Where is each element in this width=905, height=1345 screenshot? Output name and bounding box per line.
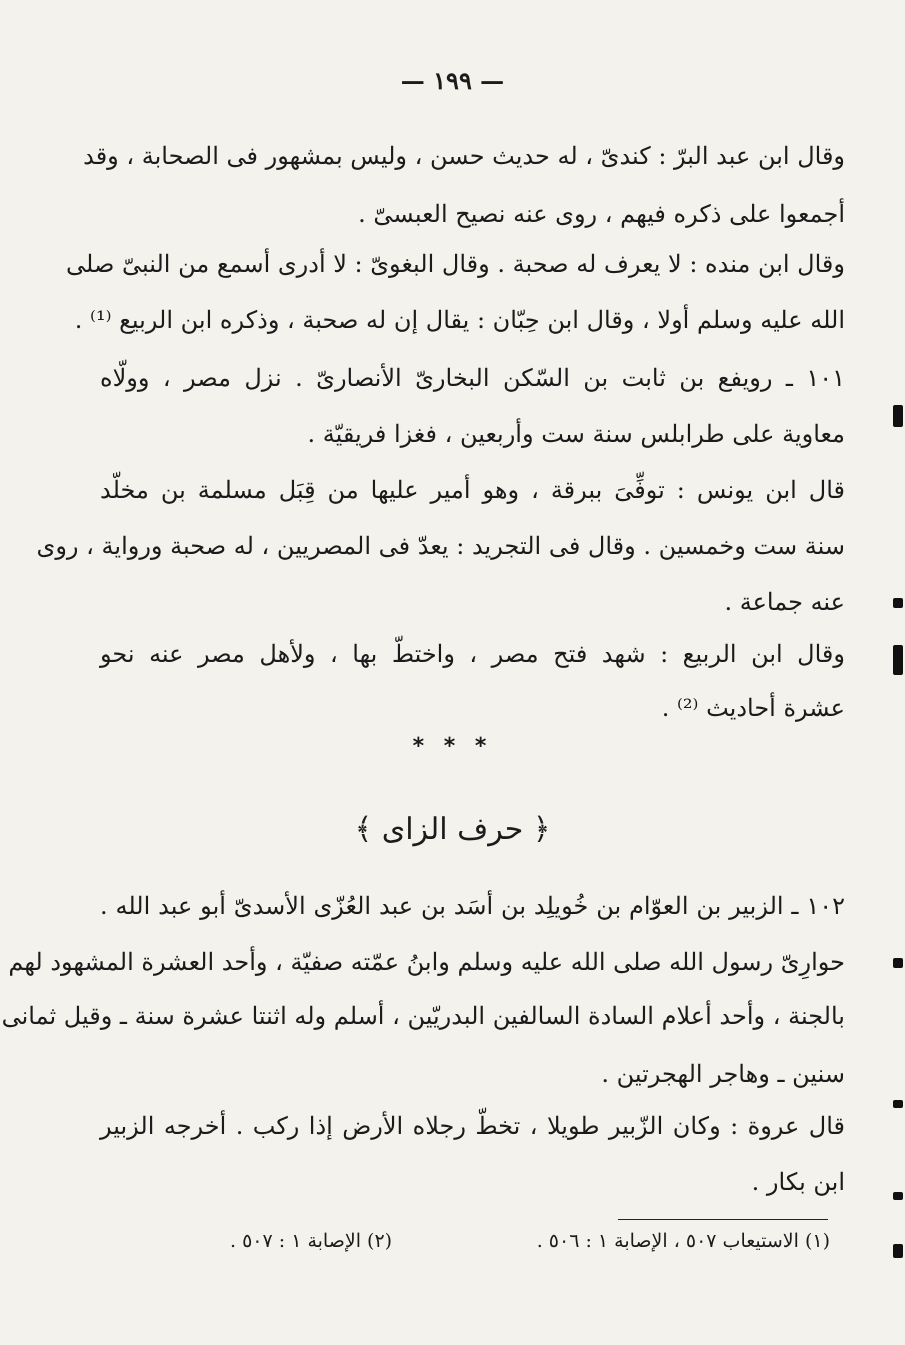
text-line: وقال ابن منده : لا يعرف له صحبة . وقال البغوىّ : لا أدرى أسمع من النبىّ صلى (66, 250, 845, 278)
footnote-2: (٢) الإصابة ١ : ٥٠٧ . (230, 1230, 393, 1252)
scan-edge-mark (893, 645, 903, 675)
text-line: الله عليه وسلم أولا ، وقال ابن حِبّان : يقال إن له صحبة ، وذكره ابن الربيع ⁽¹⁾ . (74, 306, 845, 334)
text-line: بالجنة ، وأحد أعلام السادة السالفين البدريّين ، أسلم وله اثنتا عشرة سنة ـ وقيل ثمانى (1, 1002, 845, 1030)
text-line: سنة ست وخمسين . وقال فى التجريد : يعدّ فى المصريين ، له صحبة ورواية ، روى (36, 532, 845, 560)
text-line: قال عروة : وكان الزّبير طويلا ، تخطّ رجلاه الأرض إذا ركب . أخرجه الزبير (100, 1112, 845, 1140)
scan-edge-mark (893, 958, 903, 968)
footnotes (230, 1230, 830, 1252)
text-line: ابن بكار . (751, 1168, 845, 1196)
text-line: وقال ابن عبد البرّ : كندىّ ، له حديث حسن ، وليس بمشهور فى الصحابة ، وقد (83, 142, 845, 170)
text-line: قال ابن يونس : توفِّىَ ببرقة ، وهو أمير عليها من قِبَل مسلمة بن مخلّد (100, 476, 845, 504)
scan-edge-mark (893, 1192, 903, 1200)
footnote-1: (١) الاستيعاب ٥٠٧ ، الإصابة ١ : ٥٠٦ . (536, 1230, 830, 1252)
text-line: ١٠٢ ـ الزبير بن العوّام بن خُويلِد بن أسَد بن عبد العُزّى الأسدىّ أبو عبد الله . (100, 892, 845, 920)
section-heading: ﴿ حرف الزاى ﴾ (354, 812, 551, 847)
scan-edge-mark (893, 1100, 903, 1108)
text-line: وقال ابن الربيع : شهد فتح مصر ، واختطّ بها ، ولأهل مصر عنه نحو (100, 640, 845, 668)
section-separator: * * * (412, 734, 493, 759)
scan-edge-mark (893, 405, 903, 427)
text-line: ١٠١ ـ رويفع بن ثابت بن السّكن البخارىّ الأنصارىّ . نزل مصر ، وولّاه (100, 364, 845, 392)
page-number: — ١٩٩ — (400, 66, 505, 95)
scan-edge-mark (893, 1244, 903, 1258)
footnote-rule (618, 1219, 828, 1220)
text-line: حوارِىّ رسول الله صلى الله عليه وسلم وابنُ عمّته صفيّة ، وأحد العشرة المشهود لهم (8, 948, 845, 976)
text-line: معاوية على طرابلس سنة ست وأربعين ، فغزا فريقيّة . (307, 420, 845, 448)
text-line: عشرة أحاديث ⁽²⁾ . (661, 694, 845, 722)
text-line: سنين ـ وهاجر الهجرتين . (601, 1060, 845, 1088)
text-line: عنه جماعة . (724, 588, 845, 616)
text-line: أجمعوا على ذكره فيهم ، روى عنه نصيح العبسىّ . (358, 200, 845, 228)
scan-edge-mark (893, 598, 903, 608)
